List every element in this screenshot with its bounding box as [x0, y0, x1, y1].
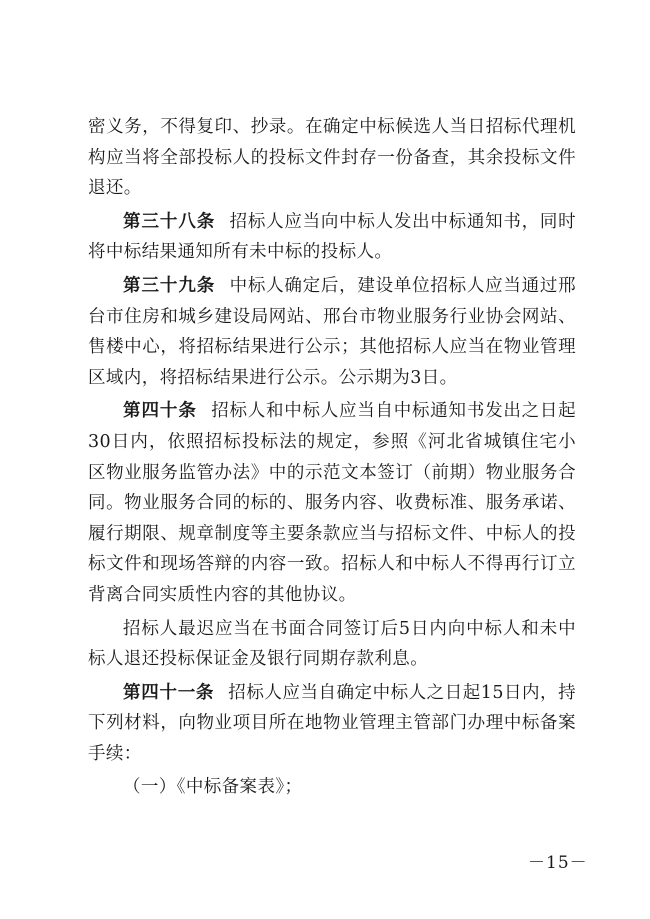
article-39 [88, 271, 576, 393]
article-38 [88, 207, 576, 268]
article-heading: 第三十九条 [123, 275, 216, 296]
article-heading: 第四十一条 [123, 682, 215, 703]
paragraph-text: 招标人最迟应当在书面合同签订后5日内向中标人和未中标人退还投标保证金及银行同期存款利息。 [88, 618, 576, 670]
paragraph-continuation [88, 112, 576, 204]
article-heading: 第四十条 [123, 401, 197, 422]
article-text: 招标人应当自确定中标人之日起15日内，持下列材料，向物业项目所在地物业管理主管部门办理中标备案手续： [88, 682, 576, 764]
page-number: －15－ [528, 853, 588, 873]
document-body [88, 112, 576, 806]
article-40 [88, 396, 576, 610]
article-41 [88, 678, 576, 770]
paragraph-text: 密义务，不得复印、抄录。在确定中标候选人当日招标代理机构应当将全部投标人的投标文件封存一份备查，其余投标文件退还。 [88, 117, 576, 199]
paragraph-deposit-refund [88, 614, 576, 675]
list-item-1 [88, 772, 576, 803]
article-text: 中标人确定后，建设单位招标人应当通过邢台市住房和城乡建设局网站、邢台市物业服务行业协会网站、售楼中心，将招标结果进行公示；其他招标人应当在物业管理区域内，将招标结果进行公示。公示期为3日。 [88, 275, 576, 388]
article-heading: 第三十八条 [123, 211, 216, 232]
article-text: 招标人和中标人应当自中标通知书发出之日起30日内，依照招标投标法的规定，参照《河北省城镇住宅小区物业服务监管办法》中的示范文本签订（前期）物业服务合同。物业服务合同的标的、服务内容、收费标准、服务承诺、履行期限、规章制度等主要条款应当与招标文件、中标人的投标文件和现场答辩的内容一致。招标人和中标人不得再行订立背离合同实质性内容的其他协议。 [88, 401, 577, 605]
article-text: 招标人应当向中标人发出中标通知书，同时将中标结果通知所有未中标的投标人。 [88, 211, 576, 263]
list-item-text: （一）《中标备案表》； [123, 777, 303, 798]
